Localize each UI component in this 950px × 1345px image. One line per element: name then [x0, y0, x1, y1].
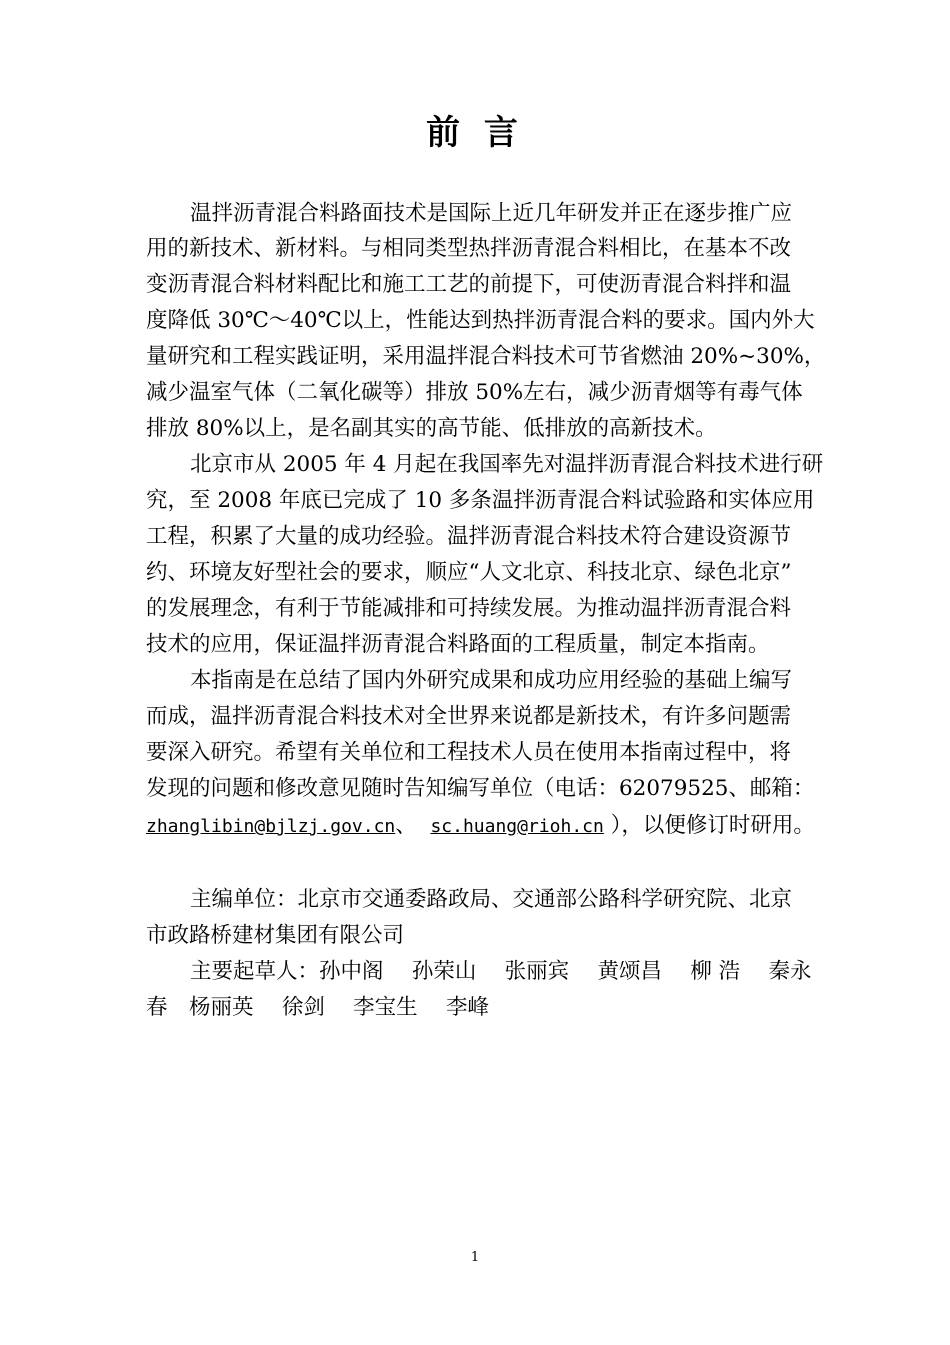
paragraph-line: 本指南是在总结了国内外研究成果和成功应用经验的基础上编写	[190, 668, 793, 693]
paragraph-line: 变沥青混合料材料配比和施工工艺的前提下，可使沥青混合料拌和温	[146, 272, 792, 297]
paragraph-line: 工程，积累了大量的成功经验。温拌沥青混合料技术符合建设资源节	[146, 524, 792, 549]
paragraph-line: 究，至 2008 年底已完成了 10 多条温拌沥青混合料试验路和实体应用	[146, 488, 815, 513]
paragraph-line: 约、环境友好型社会的要求，顺应“人文北京、科技北京、绿色北京”	[146, 560, 792, 585]
separator: 、	[395, 813, 417, 838]
paragraph-line	[146, 815, 815, 837]
page-number: 1	[470, 1250, 480, 1265]
paragraph-line: 技术的应用，保证温拌沥青混合料路面的工程质量，制定本指南。	[146, 632, 770, 657]
paragraph-line: 温拌沥青混合料路面技术是国际上近几年研发并正在逐步推广应	[190, 201, 793, 226]
page-title: 前 言	[426, 113, 524, 153]
paragraph-line: 度降低 30℃～40℃以上，性能达到热拌沥青混合料的要求。国内外大	[146, 308, 815, 333]
email-link-secondary[interactable]: sc.huang@rioh.cn	[430, 816, 604, 837]
paragraph-line: 排放 80%以上，是名副其实的高节能、低排放的高新技术。	[146, 416, 717, 441]
paragraph-tail: ），以便修订时研用。	[610, 813, 815, 838]
paragraph-line: 北京市从 2005 年 4 月起在我国率先对温拌沥青混合料技术进行研	[190, 452, 824, 477]
editors-line: 市政路桥建材集团有限公司	[146, 923, 405, 948]
email-link-primary[interactable]: zhanglibin@bjlzj.gov.cn	[146, 816, 396, 837]
paragraph-line: 用的新技术、新材料。与相同类型热拌沥青混合料相比，在基本不改	[146, 236, 792, 261]
paragraph-line: 的发展理念，有利于节能减排和可持续发展。为推动温拌沥青混合料	[146, 596, 792, 621]
paragraph-line: 而成，温拌沥青混合料技术对全世界来说都是新技术，有许多问题需	[146, 704, 792, 729]
editors-line: 主编单位：北京市交通委路政局、交通部公路科学研究院、北京	[190, 887, 793, 912]
drafters-line: 春 杨丽英 徐剑 李宝生 李峰	[146, 995, 490, 1020]
paragraph-line: 要深入研究。希望有关单位和工程技术人员在使用本指南过程中，将	[146, 740, 792, 765]
paragraph-line: 发现的问题和修改意见随时告知编写单位（电话：62079525、邮箱：	[146, 776, 815, 801]
drafters-line: 主要起草人：孙中阁 孙荣山 张丽宾 黄颂昌 柳 浩 秦永	[190, 959, 812, 984]
paragraph-line: 减少温室气体（二氧化碳等）排放 50%左右，减少沥青烟等有毒气体	[146, 380, 803, 405]
paragraph-line: 量研究和工程实践证明，采用温拌混合料技术可节省燃油 20%~30%，	[146, 344, 826, 369]
